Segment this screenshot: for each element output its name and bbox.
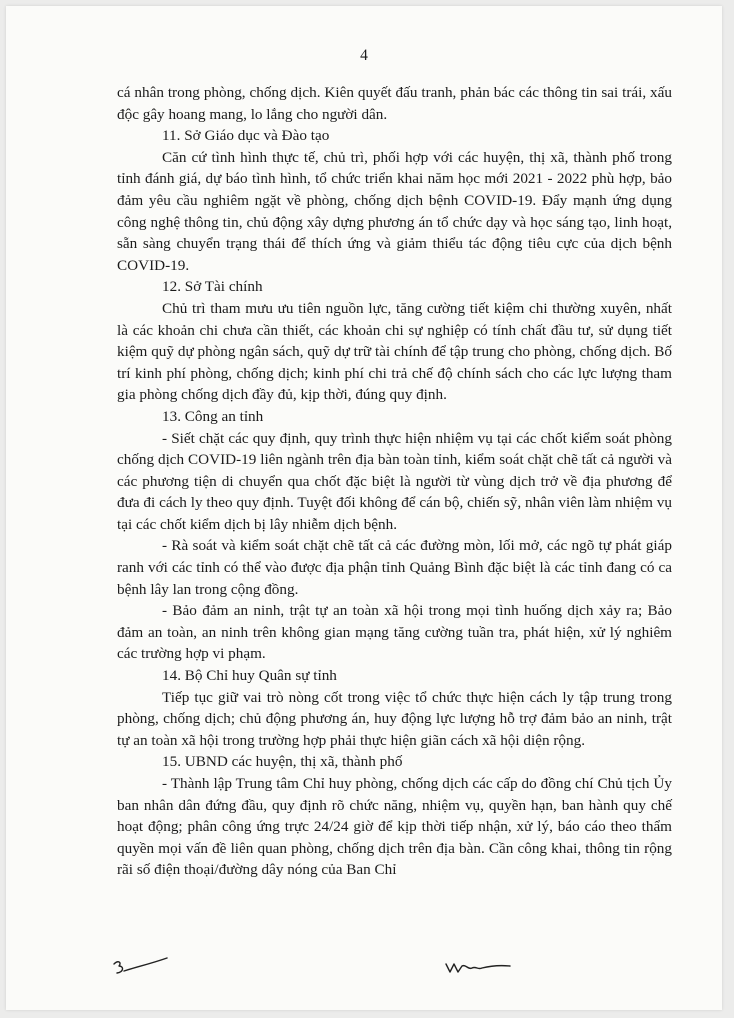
paragraph-military: Tiếp tục giữ vai trò nòng cốt trong việc tổ chức thực hiện cách ly tập trung trong phòng, chống dịch; chủ động phương án, huy động lực lượng hỗ trợ đảm bảo an ninh, trật tự an toàn xã hội trong trường hợp phải thực hiện giãn cách xã hội diện rộng. <box>117 688 672 749</box>
page-number: 4 <box>360 47 368 64</box>
paragraph-finance: Chủ trì tham mưu ưu tiên nguồn lực, tăng cường tiết kiệm chi thường xuyên, nhất là các khoản chi chưa cần thiết, các khoản chi sự nghiệp có tính chất đầu tư, sử dụng tiết kiệm quỹ dự phòng ngân sách, quỹ dự trữ tài chính để tập trung cho phòng, chống dịch. Bố trí kinh phí phòng, chống dịch; kinh phí chi trả chế độ chính sách cho các lực lượng tham gia phòng chống dịch đầy đủ, kịp thời, đúng quy định. <box>117 299 672 404</box>
section-heading-14: 14. Bộ Chỉ huy Quân sự tỉnh <box>162 667 337 685</box>
paragraph-continued: cá nhân trong phòng, chống dịch. Kiên quyết đấu tranh, phản bác các thông tin sai trái, xấu độc gây hoang mang, lo lắng cho người dân. <box>117 84 672 123</box>
paragraph-district: - Thành lập Trung tâm Chỉ huy phòng, chống dịch các cấp do đồng chí Chủ tịch Ủy ban nhân dân đứng đầu, quy định rõ chức năng, nhiệm vụ, quyền hạn, ban hành quy chế hoạt động; phân công ứng trực 24/24 giờ để kịp thời tiếp nhận, xử lý, báo cáo theo thẩm quyền mọi vấn đề liên quan phòng, chống dịch trên địa bàn. Cần công khai, thông tin rộng rãi số điện thoại/đường dây nóng của Ban Chỉ <box>117 775 672 879</box>
paragraph-education: Căn cứ tình hình thực tế, chủ trì, phối hợp với các huyện, thị xã, thành phố trong tỉnh đánh giá, dự báo tình hình, tổ chức triển khai năm học mới 2021 - 2022 phù hợp, bảo đảm yêu cầu nghiêm ngặt về phòng, chống dịch bệnh COVID-19. Đẩy mạnh ứng dụng công nghệ thông tin, chủ động xây dựng phương án tổ chức dạy và học sáng tạo, linh hoạt, sẵn sàng chuyển trạng thái để thích ứng và giảm thiểu tác động tiêu cực của dịch bệnh COVID-19. <box>117 148 672 274</box>
handwritten-initial-right <box>444 956 514 986</box>
section-heading-12: 12. Sở Tài chính <box>162 278 263 296</box>
paragraph-police-3: - Bảo đảm an ninh, trật tự an toàn xã hội trong mọi tình huống dịch xảy ra; Bảo đảm an toàn, an ninh trên không gian mạng tăng cường tuần tra, phát hiện, xử lý nghiêm các trường hợp vi phạm. <box>117 602 672 663</box>
paragraph-police-1: - Siết chặt các quy định, quy trình thực hiện nhiệm vụ tại các chốt kiểm soát phòng chống dịch COVID-19 liên ngành trên địa bàn toàn tỉnh, kiểm soát chặt chẽ tất cả người và các phương tiện di chuyển qua chốt đặc biệt là người từ vùng dịch trở về địa phương để đưa đi cách ly theo quy định. Tuyệt đối không để cán bộ, chiến sỹ, nhân viên làm nhiệm vụ tại các chốt kiểm dịch bị lây nhiễm dịch bệnh. <box>117 429 672 533</box>
handwritten-initial-left <box>112 956 172 996</box>
document-body <box>117 82 672 881</box>
paragraph-police-2: - Rà soát và kiểm soát chặt chẽ tất cả các đường mòn, lối mở, các ngõ tự phát giáp ranh với các tỉnh có thể vào được địa phận tỉnh Quảng Bình đặc biệt là các tỉnh đang có ca bệnh lây lan trong cộng đồng. <box>117 537 672 598</box>
section-heading-15: 15. UBND các huyện, thị xã, thành phố <box>162 753 403 771</box>
document-page <box>6 6 722 1010</box>
section-heading-13: 13. Công an tỉnh <box>162 407 264 425</box>
section-heading-11: 11. Sở Giáo dục và Đào tạo <box>162 127 330 145</box>
